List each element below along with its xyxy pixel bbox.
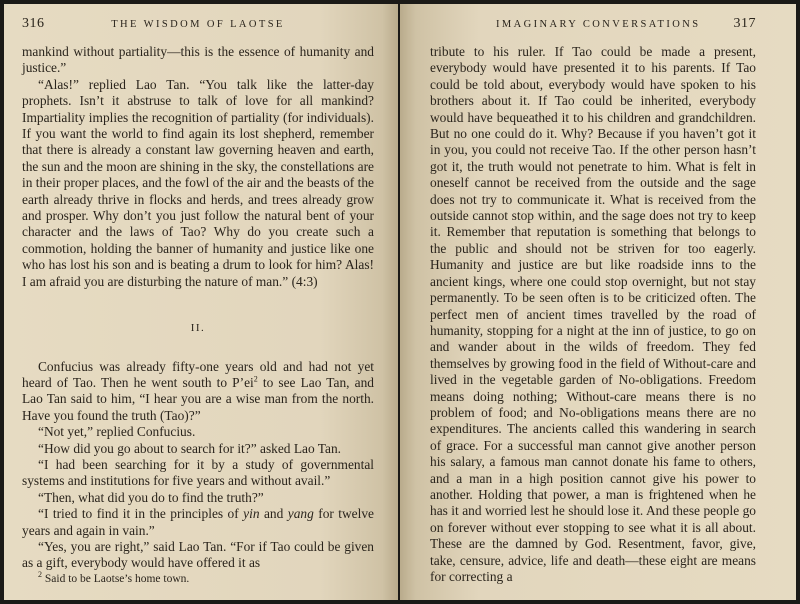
- footnote-marker: 2: [253, 374, 258, 384]
- paragraph: “Yes, you are right,” said Lao Tan. “For if Tao could be given as a gift, everybody would have offered it as: [22, 538, 374, 571]
- footnote-marker: 2: [38, 569, 42, 579]
- left-page-number: 316: [22, 16, 45, 31]
- left-page-text: [22, 44, 374, 586]
- right-page-number: 317: [733, 16, 756, 31]
- paragraph-text: for twelve years and again in vain.”: [22, 506, 374, 538]
- term-yang: yang: [287, 506, 314, 522]
- paragraph: “Alas!” replied Lao Tan. “You talk like the latter-day prophets. Isn’t it abstruse to talk of love for all mankind? Impartiality implies the recognition of partiality (for individuals). If you want the world to find again its lost shepherd, remember that there is already a constant law governing heaven and earth, the sun and the moon are shining in the sky, the constellations are in their proper places, and the fowl of the air and the beasts of the earth already thrive in flocks and herds, and trees already grow and prosper. Why don’t you just follow the natural bent of your character and the laws of Tao? Why do you create such a commotion, holding the banner of humanity and justice like one who has lost his son and is beating a drum to look for him? Alas! I am afraid you are disturbing the nature of man.” (4:3): [22, 76, 374, 289]
- paragraph: tribute to his ruler. If Tao could be made a present, everybody would have presented it to his parents. If Tao could be told about, everybody would have spoken to his brothers about it. If Tao could be inherited, everybody would have bequeathed it to his children and grandchildren. But no one could do it. Why? Because if you haven’t got it in you, you could not receive Tao. If the other person hasn’t got it, the truth would not penetrate to him. What is felt in oneself cannot be received from the outside and the sage does not try to communicate it. What is received from the outside cannot stop within, and the sage does not try to keep it. Remember that reputation is something that belongs to the public and should not be striven for too eagerly. Humanity and justice are but like roadside inns to the ancient kings, where one could stop overnight, but not stay permanently. To be seen often is to be criticized often. The perfect men of ancient times travelled by the road of humanity, stopping for a night at the inn of justice, to go on and wander about in the wilds of freedom. They fed themselves by growing food in the field of Without-care and lived in the vegetable garden of No-obligations. Freedom means doing nothing; Without-care means there is no problem of food; and No-obligations means there are no expenditures. The ancients called this wandering in search of grace. For a successful man cannot give another person his salary, a famous man cannot donate his fame to others, and a man in a high position cannot give his power to another. Holding that power, a man is frightened when he has it and worried lest he should lose it. And these people go on forever without ever stopping to see what it is all about. These are the damned by God. Resentment, favor, give, take, censure, advice, life and death—these eight are means for correcting a: [430, 44, 756, 584]
- paragraph: [22, 359, 374, 425]
- paragraph-text: and: [259, 506, 288, 522]
- section-number: II.: [190, 322, 206, 335]
- paragraph: mankind without partiality—this is the essence of humanity and justice.”: [22, 44, 374, 76]
- term-yin: yin: [243, 506, 260, 522]
- paragraph: “Then, what did you do to find the truth?”: [38, 489, 264, 505]
- paragraph: “Not yet,” replied Confucius.: [38, 424, 196, 440]
- right-running-title: IMAGINARY CONVERSATIONS: [496, 19, 701, 30]
- footnote: [22, 569, 374, 586]
- right-page: [400, 4, 796, 600]
- left-running-head: [22, 16, 374, 34]
- left-page: [4, 4, 398, 600]
- paragraph-text: Confucius was already fifty-one years old and had not yet heard of Tao. Then he went south to P’ei: [22, 358, 374, 390]
- left-running-title: THE WISDOM OF LAOTSE: [111, 19, 285, 30]
- paragraph-text: “I tried to find it in the principles of: [38, 506, 244, 522]
- right-running-head: [430, 16, 756, 34]
- footnote-text: Said to be Laotse’s home town.: [42, 572, 190, 585]
- paragraph: “How did you go about to search for it?” asked Lao Tan.: [38, 440, 341, 456]
- right-page-text: [430, 44, 756, 585]
- paragraph: [22, 506, 374, 539]
- paragraph-text: to see Lao Tan, and Lao Tan said to him, “I hear you are a wise man from the north. Have you found the truth (Tao)?”: [22, 374, 374, 423]
- paragraph: “I had been searching for it by a study of governmental systems and institutions for five years and without avail.”: [22, 456, 374, 489]
